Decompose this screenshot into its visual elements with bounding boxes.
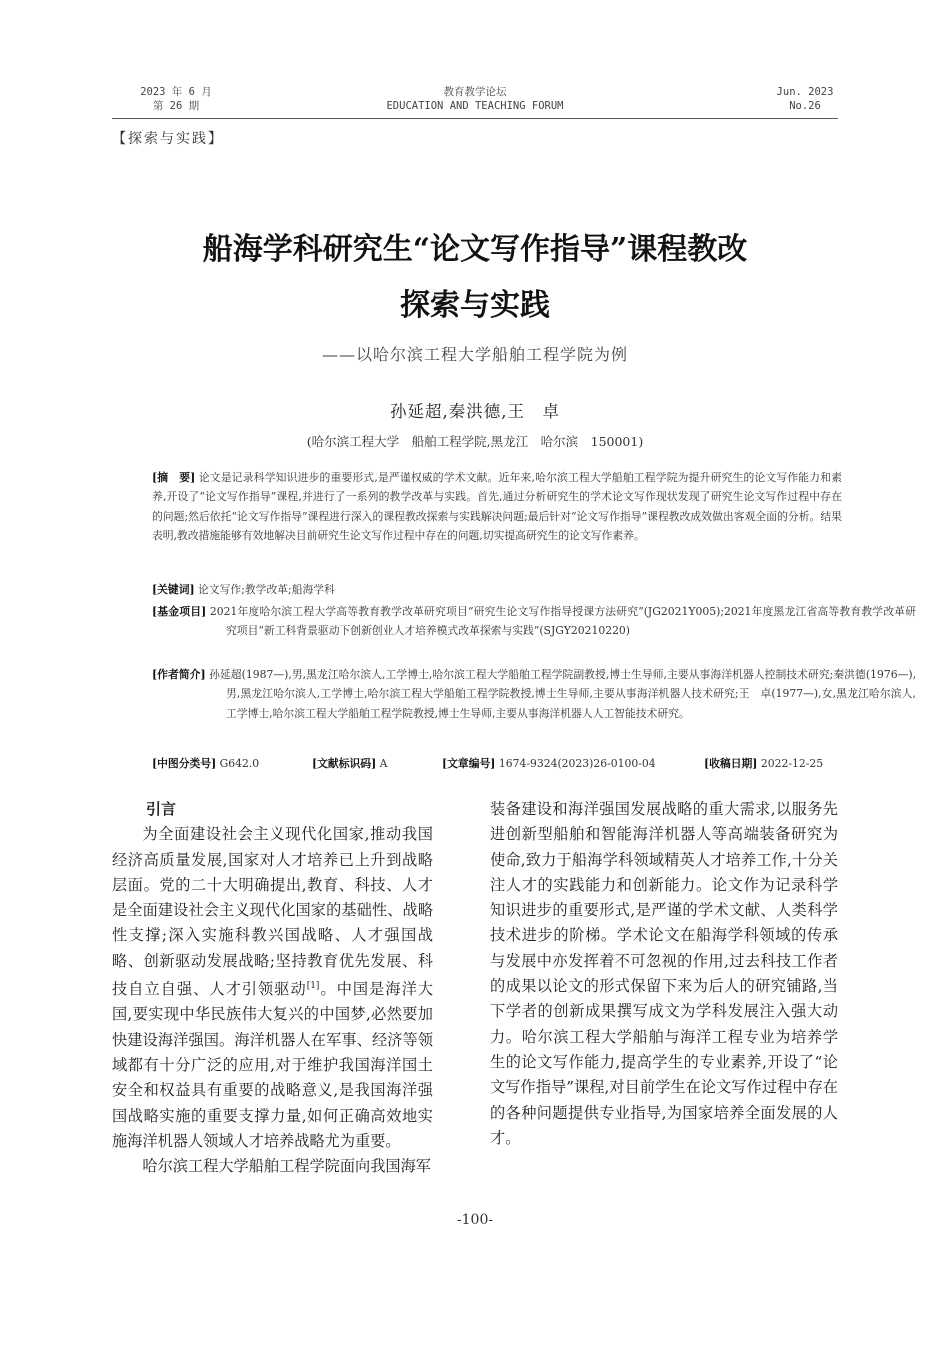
header-issue-en <box>760 85 850 113</box>
abstract-text: 论文是记录科学知识进步的重要形式,是严谨权威的学术文献。近年来,哈尔滨工程大学船舶工程学院为提升研究生的论文写作能力和素养,开设了“论文写作指导”课程,并进行了一系列的教学改革与实践。首先,通过分析研究生的学术论文写作现状发现了研究生论文写作过程中存在的问题;然后依托“论文写作指导”课程进行深入的课程教改探索与实践解决问题;最后针对“论文写作指导”课程教改成效做出客观全面的分析。结果表明,教改措施能够有效地解决目前研究生论文写作过程中存在的问题,切实提高研究生的论文写作素养。 <box>152 471 843 542</box>
header-issue-date <box>116 85 236 113</box>
body-column-left <box>112 797 433 1180</box>
funding <box>152 602 916 641</box>
header-date-en: Jun. 2023 <box>776 86 834 98</box>
abstract <box>152 468 842 545</box>
author-list: 孙延超,秦洪德,王 卓 <box>390 402 560 421</box>
header-divider <box>112 118 838 119</box>
paragraph-text-cont: 。中国是海洋大国,要实现中华民族伟大复兴的中国梦,必然要加快建设海洋强国。海洋机器人在军事、经济等领域都有十分广泛的应用,对于维护我国海洋国土安全和权益具有重要的战略意义,是我国海洋强国战略实施的重要支撑力量,如何正确高效地实施海洋机器人领域人才培养战略尤为重要。 <box>112 980 434 1150</box>
header-number-en: No.26 <box>789 100 821 112</box>
article-number-label: [文章编号] <box>442 757 496 770</box>
article-number-value: 1674-9324(2023)26-0100-04 <box>498 757 656 770</box>
author-bio-text: 孙延超(1987—),男,黑龙江哈尔滨人,工学博士,哈尔滨工程大学船舶工程学院副教授,博士生导师,主要从事海洋机器人控制技术研究;秦洪德(1976—),男,黑龙江哈尔滨人,工学博士,哈尔滨工程大学船舶工程学院教授,博士生导师,主要从事海洋机器人技术研究;王 卓(1977—),女,黑龙江哈尔滨人,工学博士,哈尔滨工程大学船舶工程学院教授,博士生导师,主要从事海洋机器人人工智能技术研究。 <box>209 668 916 720</box>
article-number <box>442 755 656 773</box>
keywords-label: [关键词] <box>152 583 195 596</box>
doc-value: A <box>379 757 388 770</box>
body-column-right <box>490 797 838 1151</box>
clc-code <box>152 755 259 773</box>
header-date: 2023 年 6 月 <box>140 86 212 98</box>
received-date-label: [收稿日期] <box>704 757 758 770</box>
received-date-value: 2022-12-25 <box>760 757 824 770</box>
clc-value: G642.0 <box>219 757 260 770</box>
body-paragraph-continued: 装备建设和海洋强国发展战略的重大需求,以服务先进创新型船舶和智能海洋机器人等高端装备研究为使命,致力于船海学科领域精英人才培养工作,十分关注人才的实践能力和创新能力。论文作为记录科学知识进步的重要形式,是严谨的学术文献、人类科学技术进步的阶梯。学术论文在船海学科领域的传承与发展中亦发挥着不可忽视的作用,过去科技工作者的成果以论文的形式保留下来为后人的研究铺路,当下学者的创新成果撰写成文为学科发展注入强大动力。哈尔滨工程大学船舶与海洋工程专业为培养学生的论文写作能力,提高学生的专业素养,开设了“论文写作指导”课程,对目前学生在论文写作过程中存在的各种问题提供专业指导,为国家培养全面发展的人才。 <box>490 800 838 1147</box>
doc-code <box>312 755 387 773</box>
article-title-line2: 探索与实践 <box>400 288 550 323</box>
section-heading-intro: 引言 <box>146 800 177 818</box>
section-tag: 【探索与实践】 <box>112 131 224 147</box>
keywords-text: 论文写作;教学改革;船海学科 <box>198 583 335 596</box>
body-paragraph-start: 哈尔滨工程大学船舶工程学院面向我国海军 <box>142 1157 431 1176</box>
header-journal <box>350 85 600 113</box>
clc-label: [中图分类号] <box>152 757 217 770</box>
keywords <box>152 580 842 599</box>
received-date <box>704 755 823 773</box>
doc-label: [文献标识码] <box>312 757 377 770</box>
body-paragraph <box>112 822 433 1154</box>
header-journal-en: EDUCATION AND TEACHING FORUM <box>386 100 564 112</box>
article-title-line1: 船海学科研究生“论文写作指导”课程教改 <box>202 232 748 267</box>
author-bio-label: [作者简介] <box>152 668 206 681</box>
funding-text: 2021年度哈尔滨工程大学高等教育教学改革研究项目“研究生论文写作指导授课方法研究”(JG2021Y005);2021年度黑龙江省高等教育教学改革研究项目“新工科背景驱动下创新创业人才培养模式改革探索与实践”(SJGY20210220) <box>209 605 916 638</box>
header-journal-cn: 教育教学论坛 <box>443 86 507 98</box>
article-subtitle: ——以哈尔滨工程大学船舶工程学院为例 <box>321 345 628 364</box>
header-issue: 第 26 期 <box>152 100 200 112</box>
author-affiliation: (哈尔滨工程大学 船舶工程学院,黑龙江 哈尔滨 150001) <box>306 434 644 449</box>
author-bio <box>152 665 916 723</box>
page-number: -100- <box>456 1212 494 1228</box>
paragraph-text: 为全面建设社会主义现代化国家,推动我国经济高质量发展,国家对人才培养已上升到战略层面。党的二十大明确提出,教育、科技、人才是全面建设社会主义现代化国家的基础性、战略性支撑;深入实施科教兴国战略、人才强国战略、创新驱动发展战略;坚持教育优先发展、科技自立自强、人才引领驱动 <box>112 825 433 999</box>
funding-label: [基金项目] <box>152 605 207 618</box>
abstract-label: [摘 要] <box>152 471 196 484</box>
citation-ref[interactable]: [1] <box>306 981 320 992</box>
